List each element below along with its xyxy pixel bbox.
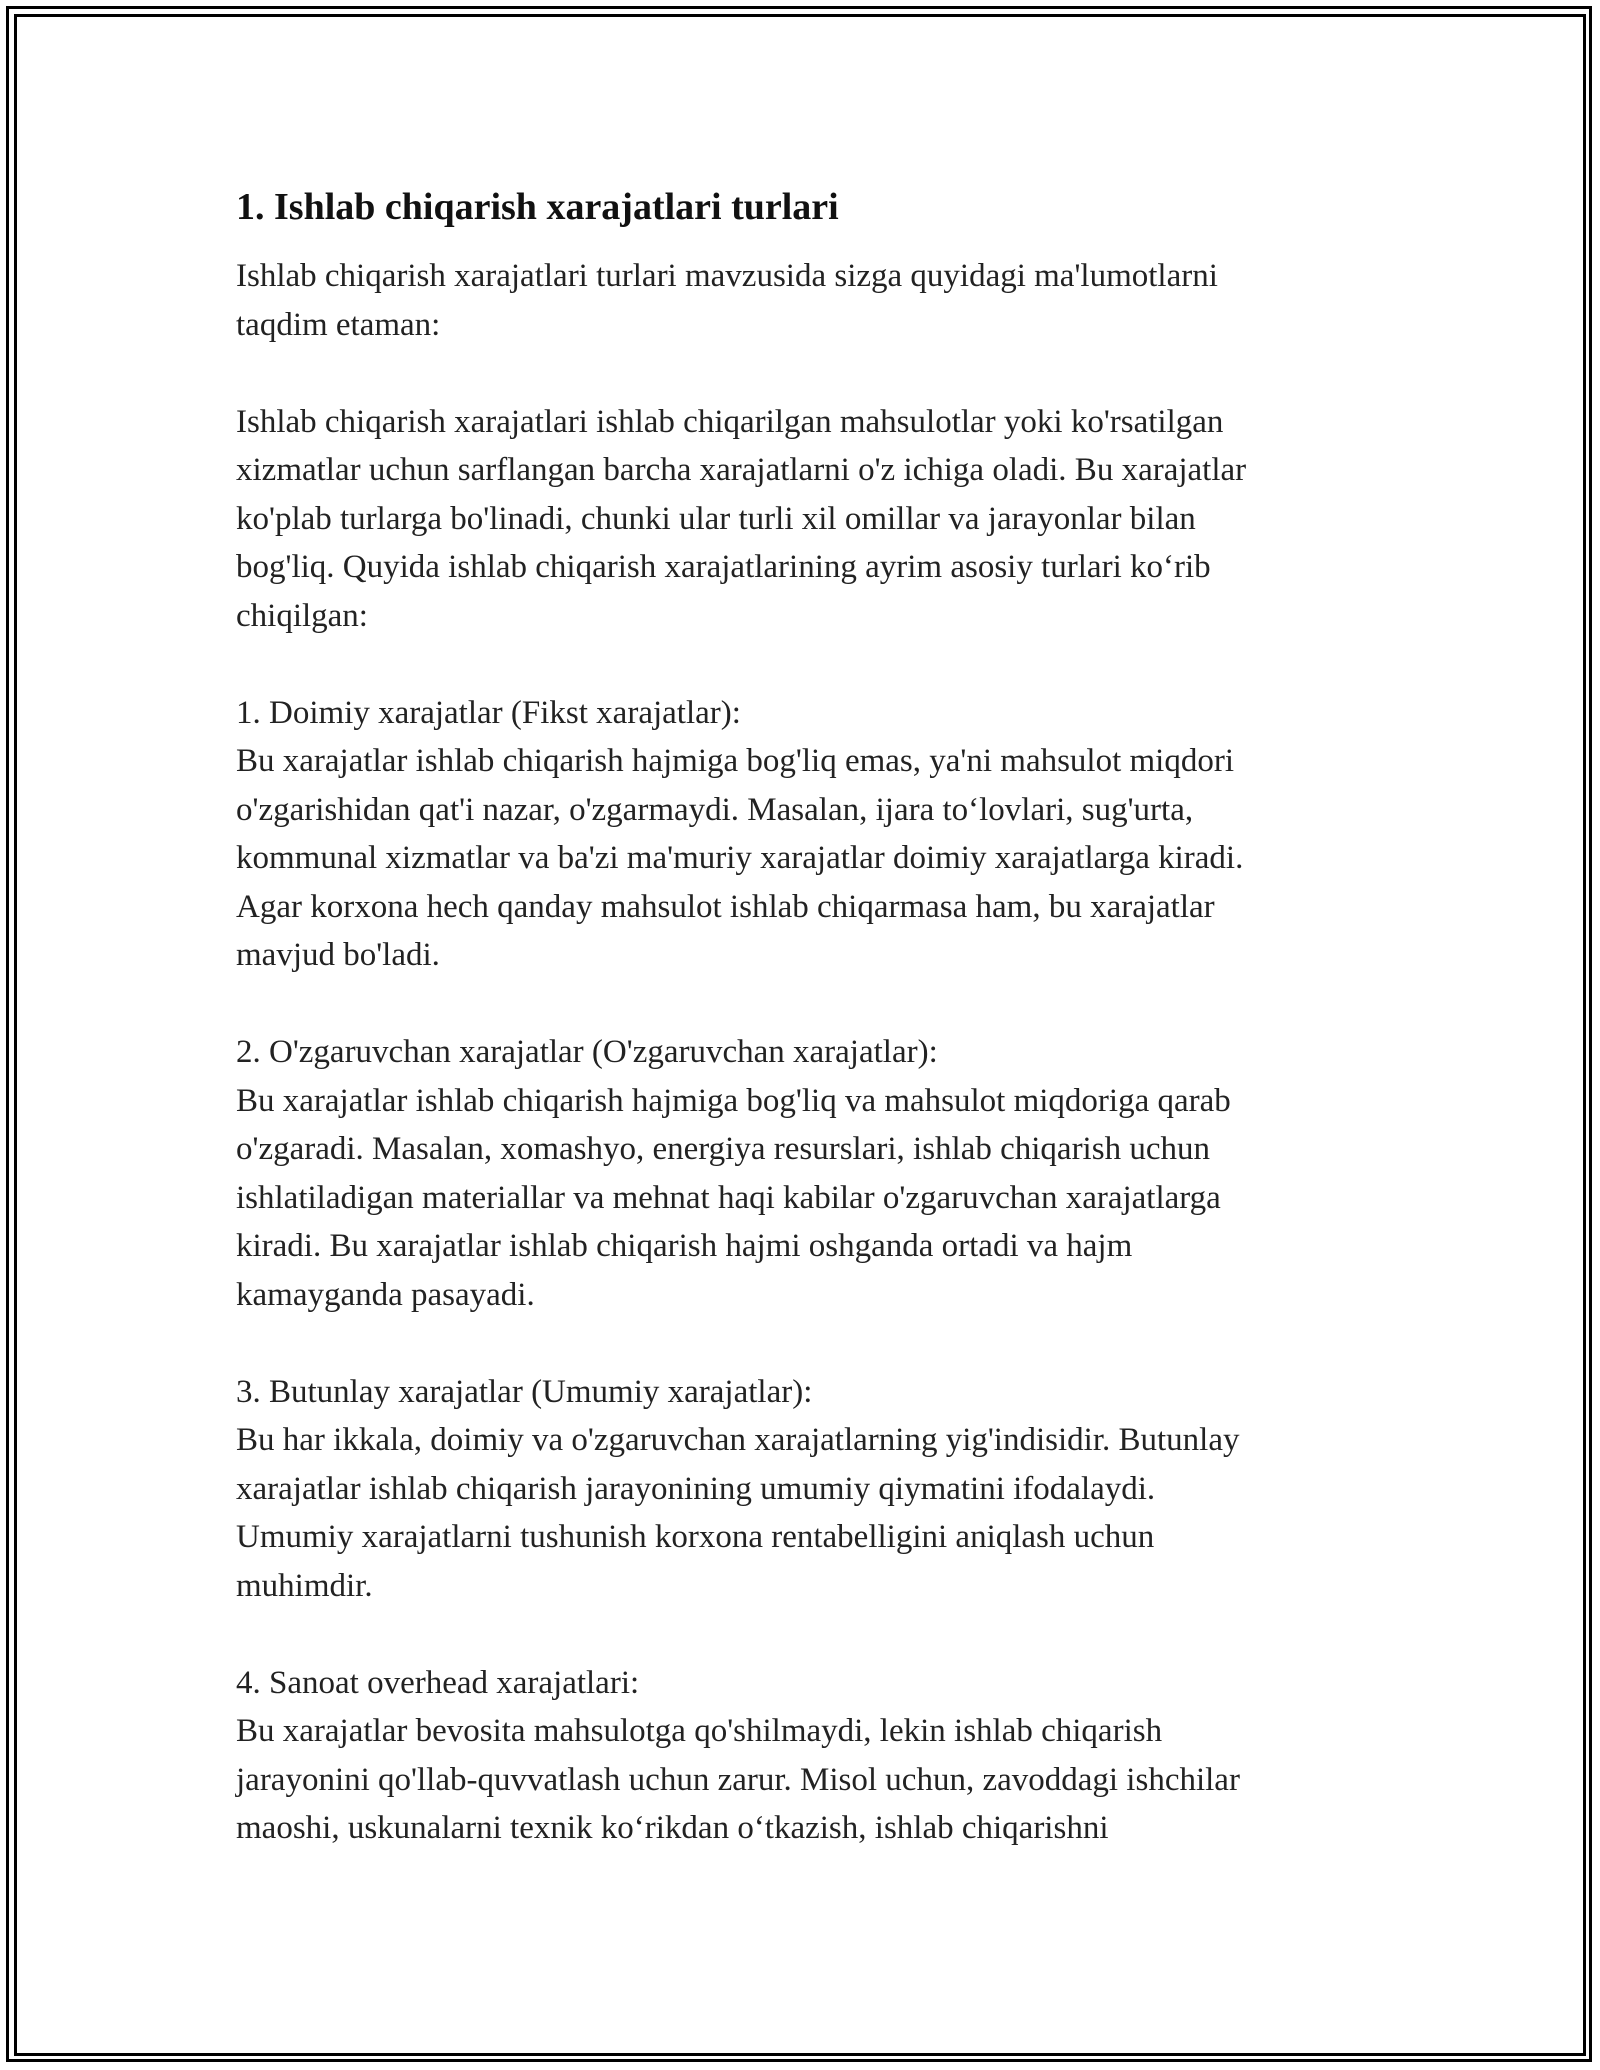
text-line: Agar korxona hech qanday mahsulot ishlab chiqarmasa ham, bu xarajatlar (236, 888, 1215, 925)
text-line: muhimdir. (236, 1567, 373, 1604)
text-line: o'zgaradi. Masalan, xomashyo, energiya resurslari, ishlab chiqarish uchun (236, 1131, 1210, 1167)
text-line: Bu har ikkala, doimiy va o'zgaruvchan xarajatlarning yig'indisidir. Butunlay (236, 1422, 1240, 1458)
text-line: Ishlab chiqarish xarajatlari ishlab chiqarilgan mahsulotlar yoki ko'rsatilgan (236, 403, 1224, 440)
text-line: Bu xarajatlar ishlab chiqarish hajmiga bog'liq emas, ya'ni mahsulot miqdori (236, 743, 1235, 779)
text-line: kiradi. Bu xarajatlar ishlab chiqarish hajmi oshganda ortadi va hajm (236, 1228, 1133, 1264)
text-line: mavjud bo'ladi. (236, 937, 440, 973)
section-fixed-costs (236, 689, 1376, 980)
document-title: 1. Ishlab chiqarish xarajatlari turlari (236, 186, 839, 228)
text-line: jarayonini qo'llab-quvvatlash uchun zarur. Misol uchun, zavoddagi ishchilar (236, 1761, 1240, 1798)
intro-paragraph (236, 252, 1376, 349)
text-line: kommunal xizmatlar va ba'zi ma'muriy xarajatlar doimiy xarajatlarga kiradi. (236, 840, 1244, 876)
text-line: bog'liq. Quyida ishlab chiqarish xarajatlarining ayrim asosiy turlari ko‘rib (236, 549, 1211, 585)
text-line: taqdim etaman: (236, 306, 441, 343)
text-line: xizmatlar uchun sarflangan barcha xarajatlarni o'z ichiga oladi. Bu xarajatlar (236, 452, 1247, 488)
text-line: maoshi, uskunalarni texnik ko‘rikdan o‘tkazish, ishlab chiqarishni (236, 1810, 1109, 1846)
text-line: Bu xarajatlar ishlab chiqarish hajmiga bog'liq va mahsulot miqdoriga qarab (236, 1082, 1231, 1119)
section-overhead-costs (236, 1659, 1376, 1853)
text-line: o'zgarishidan qat'i nazar, o'zgarmaydi. Masalan, ijara to‘lovlari, sug'urta, (236, 791, 1194, 828)
text-line: Umumiy xarajatlarni tushunish korxona rentabelligini aniqlash uchun (236, 1519, 1155, 1555)
section-total-costs (236, 1368, 1376, 1611)
document-body (236, 184, 1376, 1901)
text-line: ishlatiladigan materiallar va mehnat haqi kabilar o'zgaruvchan xarajatlarga (236, 1179, 1221, 1216)
text-line: Bu xarajatlar bevosita mahsulotga qo'shilmaydi, lekin ishlab chiqarish (236, 1713, 1163, 1749)
overview-paragraph (236, 398, 1376, 641)
section-heading: 3. Butunlay xarajatlar (Umumiy xarajatlar): (236, 1373, 813, 1410)
section-heading: 1. Doimiy xarajatlar (Fikst xarajatlar): (236, 694, 741, 731)
section-heading: 2. O'zgaruvchan xarajatlar (O'zgaruvchan xarajatlar): (236, 1034, 938, 1070)
text-line: ko'plab turlarga bo'linadi, chunki ular turli xil omillar va jarayonlar bilan (236, 500, 1196, 537)
text-line: Ishlab chiqarish xarajatlari turlari mavzusida sizga quyidagi ma'lumotlarni (236, 258, 1218, 294)
text-line: kamayganda pasayadi. (236, 1276, 535, 1313)
text-line: chiqilgan: (236, 597, 368, 634)
text-line: xarajatlar ishlab chiqarish jarayonining umumiy qiymatini ifodalaydi. (236, 1470, 1156, 1507)
section-variable-costs (236, 1028, 1376, 1319)
section-heading: 4. Sanoat overhead xarajatlari: (236, 1664, 640, 1701)
